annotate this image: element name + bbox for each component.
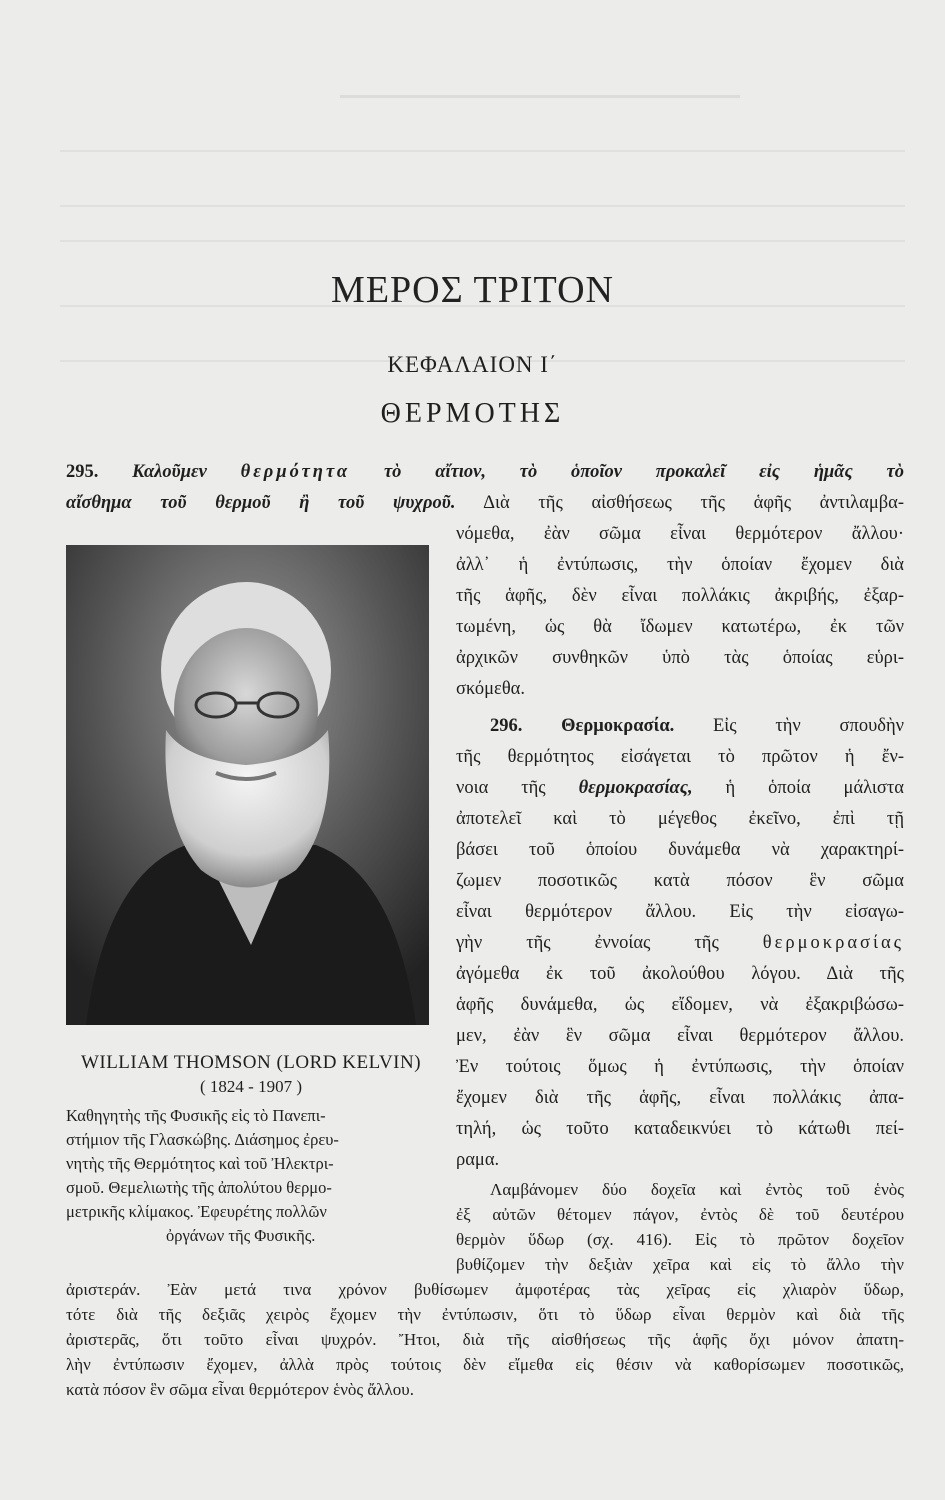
caption-name: WILLIAM THOMSON (LORD KELVIN) bbox=[80, 1052, 422, 1073]
s296-full-line: κατὰ πόσον ἓν σῶμα εἶναι θερμότερον ἑνὸς ἄλλου. bbox=[66, 1380, 414, 1399]
s295-definition-b: τὸ αἴτιον, τὸ ὁποῖον προκαλεῖ εἰς ἡμᾶς τὸ bbox=[383, 462, 905, 482]
s295-text-line: τωμένη, ὡς θὰ ἴδωμεν κατωτέρω, ἐκ τῶν bbox=[456, 617, 904, 637]
bleed-through bbox=[60, 205, 905, 207]
portrait-photo bbox=[66, 545, 429, 1025]
bleed-through bbox=[60, 150, 905, 152]
s296-line-1 bbox=[490, 716, 904, 737]
s296-full-line: τότε διὰ τῆς δεξιᾶς χειρὸς ἔχομεν τὴν ἐντύπωσιν, ὅτι τὸ ὕδωρ εἶναι θερμὸν καὶ διὰ τῆς bbox=[66, 1305, 904, 1324]
s295-text-line: σκόμεθα. bbox=[456, 679, 526, 699]
caption-line: μετρικῆς κλίμακος. Ἐφευρέτης πολλῶν bbox=[66, 1202, 327, 1221]
caption-years: ( 1824 - 1907 ) bbox=[200, 1077, 302, 1096]
s296-experiment-line: θερμὸν ὕδωρ (σχ. 416). Εἰς τὸ πρῶτον δοχεῖον bbox=[456, 1230, 904, 1249]
s296-text-line: εἶναι θερμότερον ἄλλου. Εἰς τὴν εἰσαγω- bbox=[456, 902, 904, 922]
subject-title: ΘΕΡΜΟΤΗΣ bbox=[380, 398, 565, 429]
s295-line-2 bbox=[66, 493, 904, 514]
s296-full-line: ἀριστερᾶς, ὅτι τοῦτο εἶναι ψυχρόν. Ἤτοι, διὰ τῆς αἰσθήσεως τῆς ἁφῆς ὄχι μόνον ἀπατη- bbox=[66, 1330, 904, 1349]
s295-line-1 bbox=[66, 462, 904, 483]
caption-line: νητὴς τῆς Θερμότητος καὶ τοῦ Ἠλεκτρι- bbox=[66, 1154, 334, 1173]
s296-text-line: ραμα. bbox=[456, 1150, 500, 1170]
s295-text-line: ἀρχικῶν συνθηκῶν ὑπὸ τὰς ὁποίας εὑρι- bbox=[456, 648, 904, 668]
s295-text-line: τῆς ἁφῆς, δὲν εἶναι πολλάκις ἀκριβής, ἐξαρ- bbox=[456, 586, 904, 606]
caption-line: ὀργάνων τῆς Φυσικῆς. bbox=[166, 1226, 316, 1245]
s296-experiment-line: ἐξ αὐτῶν θέτομεν πάγον, ἐντὸς δὲ τοῦ δευτέρου bbox=[456, 1205, 904, 1224]
s296-line-3 bbox=[456, 778, 904, 799]
s296-line1-rest: Εἰς τὴν σπουδὴν bbox=[713, 716, 904, 736]
s296-line8-a: γὴν τῆς ἐννοίας τῆς bbox=[456, 933, 719, 953]
chapter-title: ΚΕΦΑΛΑΙΟΝ Ι΄ bbox=[387, 352, 558, 377]
s296-text-line: Ἐν τούτοις ὅμως ἡ ἐντύπωσις, τὴν ὁποίαν bbox=[456, 1057, 904, 1077]
s295-definition-a: Καλοῦμεν bbox=[132, 462, 207, 482]
s296-text-line: βάσει τοῦ ὁποίου δυνάμεθα νὰ χαρακτηρί- bbox=[456, 840, 904, 860]
s296-text-line: μεν, ἐὰν ἓν σῶμα εἶναι θερμότερον ἄλλου. bbox=[456, 1026, 904, 1046]
s296-full-line: ἀριστεράν. Ἐὰν μετά τινα χρόνον βυθίσωμεν ἀμφοτέρας τὰς χεῖρας εἰς χλιαρὸν ὕδωρ, bbox=[66, 1280, 904, 1299]
caption-line: Καθηγητὴς τῆς Φυσικῆς εἰς τὸ Πανεπι- bbox=[66, 1106, 326, 1125]
s296-line8-term: θερμοκρασίας bbox=[762, 933, 905, 953]
part-title: ΜΕΡΟΣ ΤΡΙΤΟΝ bbox=[331, 269, 614, 311]
s295-definition-c: αἴσθημα τοῦ θερμοῦ ἢ τοῦ ψυχροῦ. bbox=[66, 493, 456, 513]
s296-line-8 bbox=[456, 933, 904, 954]
s296-line3-a: νοια τῆς bbox=[456, 778, 546, 798]
s295-text-line: ἀλλ᾽ ἡ ἐντύπωσις, τὴν ὁποίαν ἔχομεν διὰ bbox=[456, 555, 904, 575]
portrait-illustration bbox=[66, 545, 429, 1025]
s296-number: 296. bbox=[490, 716, 523, 736]
bleed-through bbox=[60, 240, 905, 242]
caption-line: στήμιον τῆς Γλασκώβης. Διάσημος ἐρευ- bbox=[66, 1130, 339, 1149]
s295-line2-rest: Διὰ τῆς αἰσθήσεως τῆς ἁφῆς ἀντιλαμβα- bbox=[483, 493, 904, 513]
s296-experiment-line: βυθίζομεν τὴν δεξιὰν χεῖρα καὶ εἰς τὸ ἄλλο τὴν bbox=[456, 1255, 904, 1274]
s296-text-line: ἀποτελεῖ καὶ τὸ μέγεθος ἐκεῖνο, ἐπὶ τῇ bbox=[456, 809, 904, 829]
s296-text-line: ἔχομεν διὰ τῆς ἁφῆς, εἶναι πολλάκις ἀπα- bbox=[456, 1088, 904, 1108]
caption-line: σμοῦ. Θεμελιωτὴς τῆς ἀπολύτου θερμο- bbox=[66, 1178, 332, 1197]
s295-definition-term: θερμότητα bbox=[240, 462, 351, 482]
s295-number: 295. bbox=[66, 462, 99, 482]
s295-text-line: νόμεθα, ἐὰν σῶμα εἶναι θερμότερον ἄλλου· bbox=[456, 524, 904, 544]
bleed-through bbox=[340, 95, 740, 98]
s296-heading: Θερμοκρασία. bbox=[561, 716, 675, 736]
s296-line3-b: ἡ ὁποία μάλιστα bbox=[725, 778, 904, 798]
s296-full-line: λὴν ἐντύπωσιν ἔχομεν, ἀλλὰ πρὸς τούτοις δὲν εἴμεθα εἰς θέσιν νὰ καθορίσωμεν ποσοτικῶς, bbox=[66, 1355, 904, 1374]
s296-experiment-line: Λαμβάνομεν δύο δοχεῖα καὶ ἐντὸς τοῦ ἑνὸς bbox=[490, 1180, 904, 1199]
s296-text-line: τῆς θερμότητος εἰσάγεται τὸ πρῶτον ἡ ἔν- bbox=[456, 747, 904, 767]
s296-text-line: ἀγόμεθα ἐκ τοῦ ἀκολούθου λόγου. Διὰ τῆς bbox=[456, 964, 904, 984]
s296-text-line: ζωμεν ποσοτικῶς κατὰ πόσον ἓν σῶμα bbox=[456, 871, 904, 891]
s296-text-line: ἁφῆς δυνάμεθα, ὡς εἴδομεν, νὰ ἐξακριβώσω- bbox=[456, 995, 904, 1015]
s296-line3-term: θερμοκρασίας, bbox=[578, 778, 693, 798]
s296-text-line: τηλή, ὡς τοῦτο καταδεικνύει τὸ κάτωθι πεί- bbox=[456, 1119, 904, 1139]
